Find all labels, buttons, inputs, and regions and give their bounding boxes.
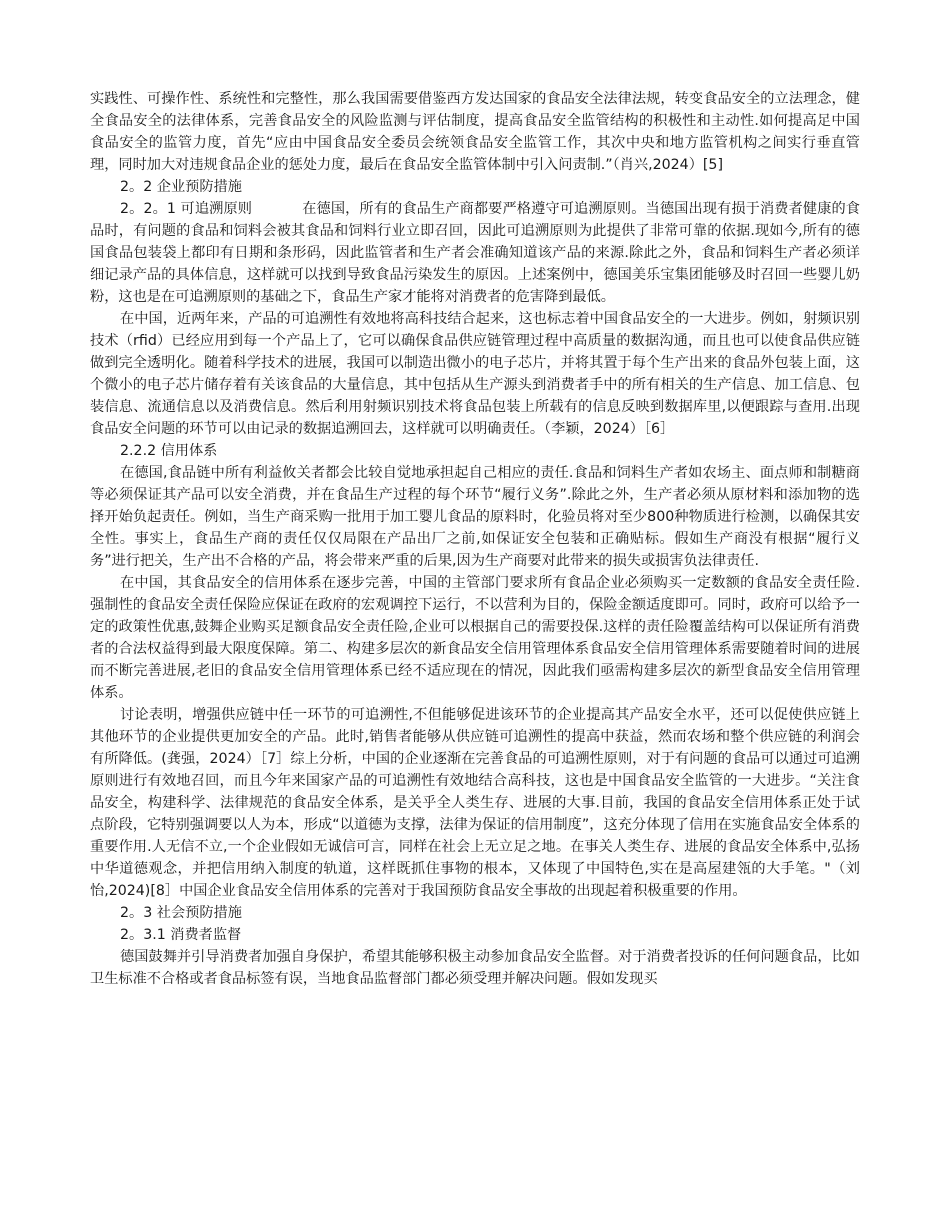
section-heading-2-2: 2。2 企业预防措施 — [120, 179, 242, 195]
document-page — [90, 88, 860, 990]
section-heading-2-3: 2。3 社会预防措施 — [120, 905, 242, 921]
subsection-heading-2-2-2: 2.2.2 信用体系 — [120, 443, 218, 459]
subsection-heading-2-3-1: 2。3.1 消费者监督 — [120, 927, 242, 943]
paragraph-china-traceability: 在中国，近两年来，产品的可追溯性有效地将高科技结合起来，这也标志着中国食品安全的一大进步。例如，射频识别技术（rfid）已经应用到每一个产品上了，它可以确保食品供应链管理过程中高质量的数据沟通，而且也可以使食品供应链做到完全透明化。随着科学技术的进展，我国可以制造出微小的电子芯片，并将其置于每个生产出来的食品外包装上面，这个微小的电子芯片储存着有关该食品的大量信息，其中包括从生产源头到消费者手中的所有相关的生产信息、加工信息、包装信息、流通信息以及消费信息。然后利用射频识别技术将食品包装上所载有的信息反映到数据库里,以便跟踪与查用.出现食品安全问题的环节可以由记录的数据追溯回去，这样就可以明确责任。（李颖，2024）［6］ — [90, 311, 860, 437]
paragraph-consumer-supervision: 德国鼓舞并引导消费者加强自身保护，希望其能够积极主动参加食品安全监督。对于消费者投诉的任何问题食品，比如卫生标准不合格或者食品标签有误，当地食品监督部门都必须受理并解决问题。假如发现买 — [90, 949, 860, 987]
paragraph-china-credit: 在中国，其食品安全的信用体系在逐步完善，中国的主管部门要求所有食品企业必须购买一定数额的食品安全责任险.强制性的食品安全责任保险应保证在政府的宏观调控下运行，不以营利为目的，保险金额适度即可。同时，政府可以给予一定的政策性优惠,鼓舞企业购买足额食品安全责任险,企业可以根据自己的需要投保.这样的责任险覆盖结构可以保证所有消费者的合法权益得到最大限度保障。第二、构建多层次的新食品安全信用管理体系食品安全信用管理体系需要随着时间的进展而不断完善进展,老旧的食品安全信用管理体系已经不适应现在的情况，因此我们亟需构建多层次的新型食品安全信用管理体系。 — [90, 575, 860, 701]
subsection-2-2-1-paragraph — [90, 198, 860, 308]
paragraph-germany-traceability: 在德国，所有的食品生产商都要严格遵守可追溯原则。当德国出现有损于消费者健康的食品时，有问题的食品和饲料会被其食品和饲料行业立即召回，因此可追溯原则为此提供了非常可靠的依据.现如今,所有的德国食品包装袋上都印有日期和条形码，因此监管者和生产者会准确知道该产品的来源.除此之外，食品和饲料生产者必须详细记录产品的具体信息，这样就可以找到导致食品污染发生的原因。上述案例中，德国美乐宝集团能够及时召回一些婴儿奶粉，这也是在可追溯原则的基础之下，食品生产家才能将对消费者的危害降到最低。 — [90, 201, 860, 305]
paragraph-germany-credit: 在德国,食品链中所有利益攸关者都会比较自觉地承担起自己相应的责任.食品和饲料生产者如农场主、面点师和制糖商等必须保证其产品可以安全消费，并在食品生产过程的每个环节“履行义务”.除此之外，生产者必须从原材料和添加物的选择开始负起责任。例如，当生产商采购一批用于加工婴儿食品的原料时，化验员将对至少800种物质进行检测，以确保其安全性。事实上，食品生产商的责任仅仅局限在产品出厂之前,如保证安全包装和正确贴标。假如生产商没有根据“履行义务”进行把关，生产出不合格的产品，将会带来严重的后果,因为生产商要对此带来的损失或损害负法律责任. — [90, 465, 860, 569]
paragraph-continuation: 实践性、可操作性、系统性和完整性，那么我国需要借鉴西方发达国家的食品安全法律法规，转变食品安全的立法理念，健全食品安全的法律体系，完善食品安全的风险监测与评估制度，提高食品安全监管结构的积极性和主动性.如何提高足中国食品安全的监管力度，首先“应由中国食品安全委员会统领食品安全监管工作，其次中央和地方监管机构之间实行垂直管理，同时加大对违规食品企业的惩处力度，最后在食品安全监管体制中引入问责制.”（肖兴,2024）[5] — [90, 91, 860, 173]
subsection-heading-2-2-1: 2。2。1 可追溯原则 — [120, 201, 253, 217]
paragraph-discussion: 讨论表明，增强供应链中任一环节的可追溯性,不但能够促进该环节的企业提高其产品安全水平，还可以促使供应链上其他环节的企业提供更加安全的产品。此时,销售者能够从供应链可追溯性的提高中获益，然而农场和整个供应链的利润会有所降低。(龚强，2024）［7］综上分析，中国的企业逐渐在完善食品的可追溯性原则，对于有问题的食品可以通过可追溯原则进行有效地召回，而且今年来国家产品的可追溯性有效地结合高科技，这也是中国食品安全监管的一大进步。“关注食品安全，构建科学、法律规范的食品安全体系，是关乎全人类生存、进展的大事.目前，我国的食品安全信用体系正处于试点阶段，它特别强调要以人为本，形成“以道德为支撑，法律为保证的信用制度”，这充分体现了信用在实施食品安全体系的重要作用.人无信不立,一个企业假如无诚信可言，同样在社会上无立足之地。在事关人类生存、进展的食品安全体系中,弘扬中华道德观念，并把信用纳入制度的轨道，这样既抓住事物的根本，又体现了中国特色,实在是高屋建瓴的大手笔。"（刘怡,2024)[8］中国企业食品安全信用体系的完善对于我国预防食品安全事故的出现起着积极重要的作用。 — [90, 707, 860, 899]
